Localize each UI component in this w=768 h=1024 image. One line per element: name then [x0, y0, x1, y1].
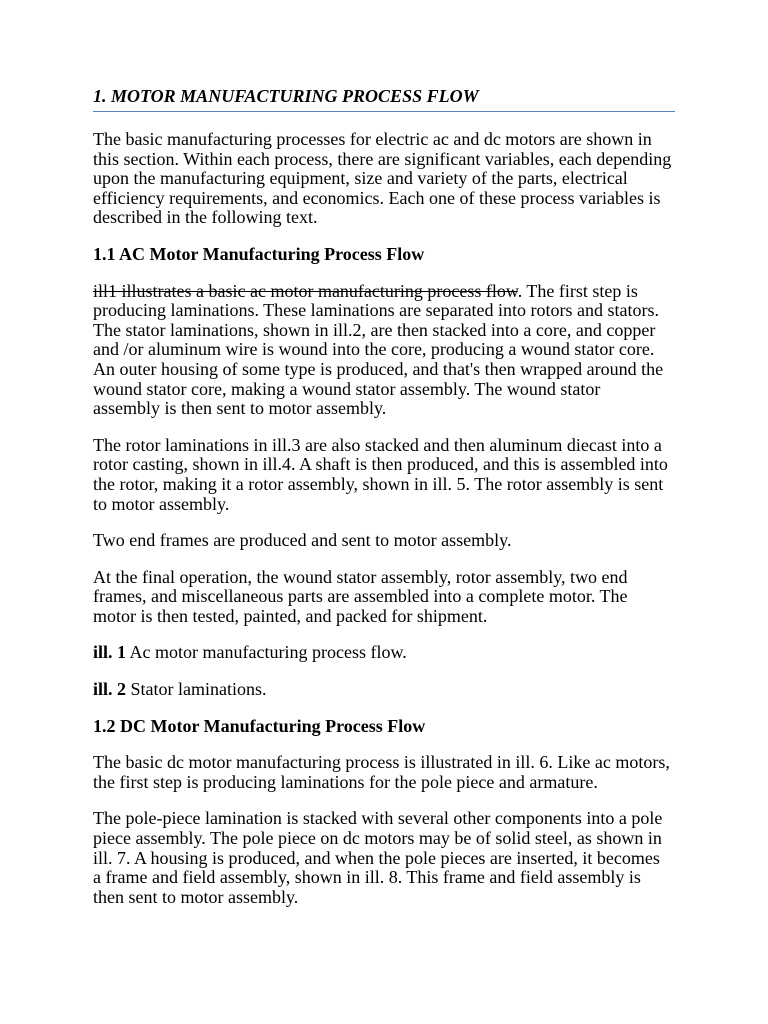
- text-line: producing laminations. These laminations are separated into rotors and stators.: [93, 300, 660, 321]
- illustration-caption-text: Stator laminations.: [130, 679, 267, 700]
- text-line: The rotor laminations in ill.3 are also stacked and then aluminum diecast into a: [93, 434, 662, 455]
- text-line: rotor casting, shown in ill.4. A shaft is then produced, and this is assembled into: [93, 454, 668, 475]
- title-underline-rule: [93, 111, 675, 112]
- text-line: The basic dc motor manufacturing process is illustrated in ill. 6. Like ac motors,: [93, 752, 670, 773]
- section-heading-ac: [93, 245, 693, 265]
- text-line: upon the manufacturing equipment, size and variety of the parts, electrical: [93, 168, 628, 189]
- illustration-caption: [93, 680, 693, 700]
- text-line: described in the following text.: [93, 207, 318, 228]
- text-line: assembly is then sent to motor assembly.: [93, 398, 387, 419]
- page-title: 1. MOTOR MANUFACTURING PROCESS FLOW: [93, 86, 479, 106]
- dc-intro-paragraph: [93, 753, 693, 792]
- text-line: frames, and miscellaneous parts are assembled into a complete motor. The: [93, 586, 628, 607]
- illustration-caption: [93, 643, 693, 663]
- dc-pole-piece-paragraph: [93, 809, 693, 907]
- text-line: the rotor, making it a rotor assembly, shown in ill. 5. The rotor assembly is sent: [93, 473, 664, 494]
- text-line: ill. 7. A housing is produced, and when the pole pieces are inserted, it becomes: [93, 847, 660, 868]
- heading-text: 1.1 AC Motor Manufacturing Process Flow: [93, 243, 425, 264]
- text-line: wound stator core, making a wound stator assembly. The wound stator: [93, 378, 601, 399]
- text-line: [93, 643, 693, 663]
- text-line: Two end frames are produced and sent to motor assembly.: [93, 530, 512, 551]
- text-line: piece assembly. The pole piece on dc motors may be of solid steel, as shown in: [93, 828, 662, 849]
- text-line: a frame and field assembly, shown in ill. 8. This frame and field assembly is: [93, 867, 641, 888]
- ac-stator-paragraph: [93, 282, 693, 419]
- text-line: this section. Within each process, there are significant variables, each depending: [93, 148, 672, 169]
- text-line: The stator laminations, shown in ill.2, are then stacked into a core, and copper: [93, 319, 656, 340]
- text-line: [93, 680, 693, 700]
- text-line: efficiency requirements, and economics. Each one of these process variables is: [93, 187, 661, 208]
- ac-final-paragraph: [93, 568, 693, 627]
- text-line: [93, 282, 693, 302]
- intro-paragraph: [93, 130, 693, 228]
- text-line: The pole-piece lamination is stacked with several other components into a pole: [93, 808, 663, 829]
- struck-text: ill1 illustrates a basic ac motor manufacturing process flow: [93, 280, 518, 301]
- ac-rotor-paragraph: [93, 436, 693, 514]
- document-body: [93, 130, 693, 924]
- text-line: An outer housing of some type is produced, and that's then wrapped around the: [93, 358, 664, 379]
- text-line: then sent to motor assembly.: [93, 886, 299, 907]
- text-line: to motor assembly.: [93, 493, 230, 514]
- illustration-caption-text: Ac motor manufacturing process flow.: [129, 642, 407, 663]
- illustration-label: ill. 2: [93, 679, 127, 700]
- text-segment: . The first step is: [517, 280, 638, 301]
- illustration-label: ill. 1: [93, 642, 127, 663]
- text-line: the first step is producing laminations for the pole piece and armature.: [93, 771, 598, 792]
- text-line: and /or aluminum wire is wound into the core, producing a wound stator core.: [93, 339, 655, 360]
- text-line: The basic manufacturing processes for electric ac and dc motors are shown in: [93, 129, 652, 149]
- text-line: At the final operation, the wound stator assembly, rotor assembly, two end: [93, 566, 628, 587]
- section-heading-dc: [93, 717, 693, 737]
- ac-end-frames-paragraph: [93, 531, 693, 551]
- heading-text: 1.2 DC Motor Manufacturing Process Flow: [93, 715, 426, 736]
- text-line: motor is then tested, painted, and packed for shipment.: [93, 605, 488, 626]
